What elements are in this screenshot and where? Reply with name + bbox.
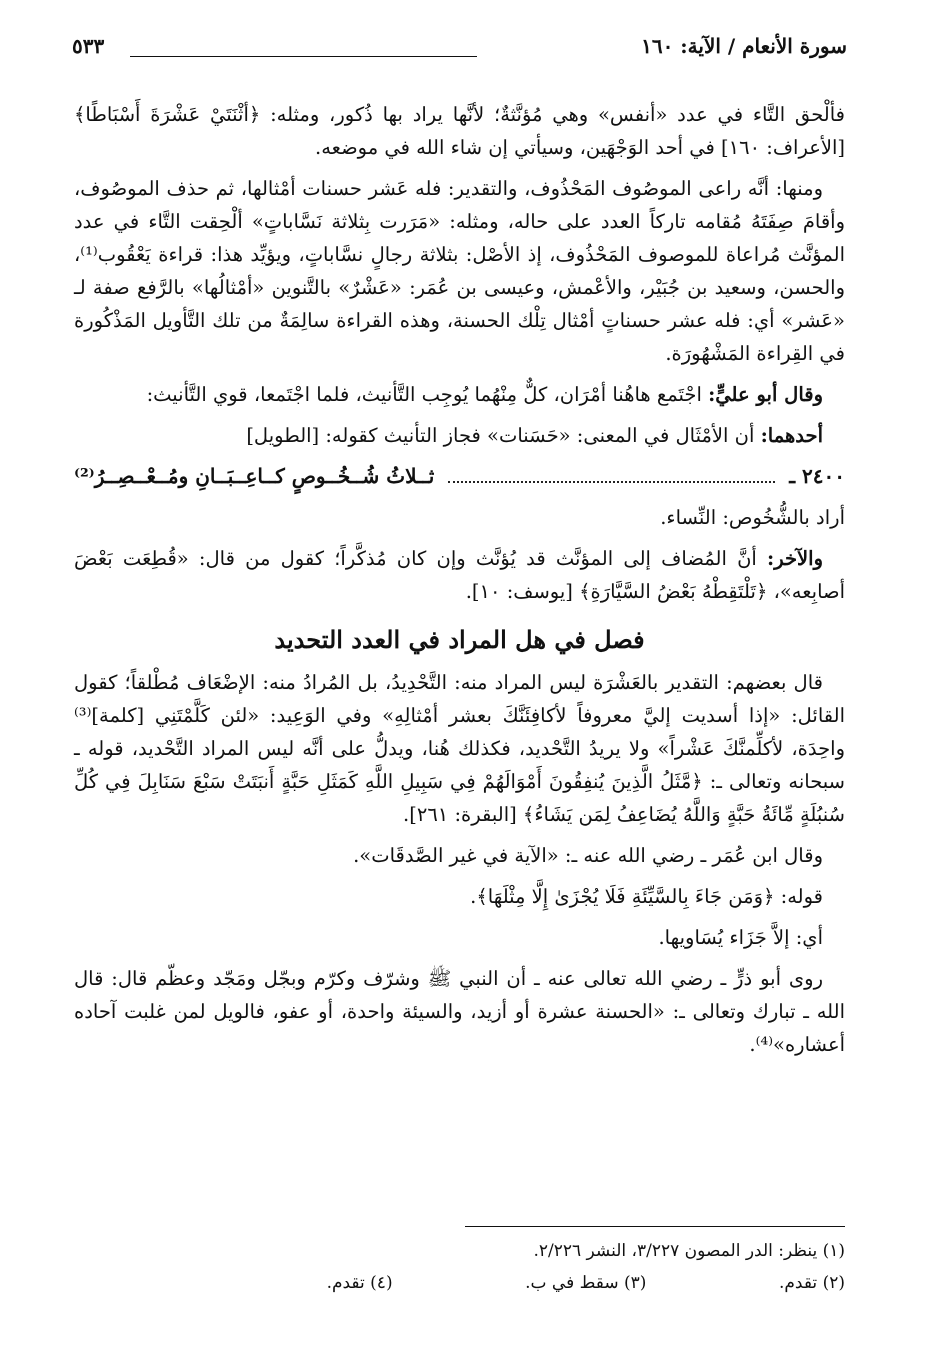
paragraph-text: اجْتَمع هاهُنا أمْرَان، كلٌّ مِنْهُما يُوجِب التَّأنيث، فلما اجْتَمعا، قوي التَّأنيث: — [146, 383, 702, 406]
paragraph — [74, 542, 845, 608]
paragraph: فألْحق التَّاء في عدد «أنفس» وهي مُؤنَّثةٌ؛ لأنَّها يراد بها ذُكور، ومثله: ﴿أثْنَتَيْ عَشْرَةَ أَسْبَاطًا﴾ [الأعراف: ١٦٠] في أحد الوَجْهَين، وسيأتي إن شاء الله في موضعه. — [74, 103, 845, 159]
paragraph-text: أنَّ المُضاف إلى المؤنَّث قد يُؤنَّث وإن كان مُذكَّراً؛ كقول من قال: «قُطِعَت بَعْضَ أصابِعه»، ﴿تَلْتَقِطْهُ بَعْضُ السَّيَّارَةِ﴾ [يوسف: ١٠]. — [74, 547, 845, 603]
footnote-row — [74, 1267, 845, 1299]
poem-dots — [448, 481, 775, 483]
poem-number: ٢٤٠٠ ـ — [789, 464, 845, 488]
footnote-4: (٤) تقدم. — [326, 1273, 393, 1293]
paragraph: أراد بالشُّخُوص: النِّساء. — [660, 506, 845, 529]
section-heading: فصل في هل المراد في العدد التحديد — [274, 625, 645, 654]
paragraph — [74, 419, 845, 452]
footnote-3: (٣) سقط في ب. — [525, 1273, 647, 1293]
paragraph-text: أن الأمْثَال في المعنى: «حَسَنات» فجاز التأنيث كقوله: [الطويل] — [246, 424, 755, 447]
poem-verse: ثــلاثُ شُــخُــوصٍ كــاعِــبَــانِ ومُــعْــصِــرُ⁽²⁾ — [74, 464, 435, 488]
header-rule — [130, 56, 477, 57]
footnotes — [74, 1226, 845, 1299]
paragraph: أي: إلاَّ جَزَاء يُسَاويها. — [658, 926, 823, 949]
page-header — [72, 34, 847, 68]
paragraph-lead: أحدهما: — [760, 424, 823, 447]
footnote-2: (٢) تقدم. — [778, 1273, 845, 1293]
paragraph-lead: وقال أبو عليٍّ: — [708, 383, 823, 406]
page-number: ٥٣٣ — [72, 34, 105, 58]
paragraph: قال بعضهم: التقدير بالعَشْرَة ليس المراد منه: التَّحْدِيدُ، بل المُرادُ منه: الإضْعَاف مُطْلقاً؛ كقول القائل: «إذا أسديت إليَّ معروفاً لأكافِئَنَّكَ بعشر أمْثالِهِ» وفي الوَعِيد: «لئن كَلَّمْتَنِي [كلمة]⁽³⁾ واحِدَة، لأكلِّمنَّكَ عَشْراً» ولا يريدُ التَّحْديد، فكذلك هُنا، ويدلُّ على أنَّه ليس المراد التَّحْديد، قوله ـ سبحانه وتعالى ـ: ﴿مَّثَلُ الَّذِينَ يُنفِقُونَ أَمْوَالَهُمْ فِي سَبِيلِ اللَّهِ كَمَثَلِ حَبَّةٍ أَنبَتَتْ سَبْعَ سَنَابِلَ فِي كُلِّ سُنبُلَةٍ مِّائَةُ حَبَّةٍ وَاللَّهُ يُضَاعِفُ لِمَن يَشَاءُ﴾ [البقرة: ٢٦١]. — [74, 671, 845, 826]
footnote-row — [74, 1235, 845, 1267]
paragraph: قوله: ﴿وَمَن جَاءَ بِالسَّيِّئَةِ فَلَا يُجْزَىٰ إِلَّا مِثْلَهَا﴾. — [470, 885, 823, 908]
footnote-separator — [465, 1226, 845, 1227]
paragraph: ومنها: أنَّه راعى الموصُوف المَحْذُوف، والتقدير: فله عَشر حسنات أمْثالها، ثم حذف الموصُوف، وأقامَ صِفَتَهُ مُقامه تاركاً العدد على حاله، ومثله: «مَرَرت بِثلاثة نَسَّاباتٍ» ألْحِقت التَّاء في عدد المؤنَّث مُراعاة للموصوف المَحْذُوف، إذ الأصْل: بثلاثة رجالٍ نسَّاباتٍ، ويؤيِّد هذا: قراءة يَعْقُوب⁽¹⁾، والحسن، وسعيد بن جُبَيْر، والأعْمش، وعيسى بن عُمَر: «عَشْرٌ» بالتَّنوين «أمْثالُها» بالرَّفع صفة لـ «عَشر» أي: فله عشر حسناتٍ أمْثال تِلْك الحسنة، وهذه القراءة سالِمَةٌ من تلك التَّأويل المَذْكُورة في القِراءة المَشْهُورَة. — [74, 177, 845, 365]
footnote-1: (١) ينظر: الدر المصون ٣/٢٢٧، النشر ٢/٢٢٦. — [533, 1241, 845, 1261]
paragraph: روى أبو ذرٍّ ـ رضي الله تعالى عنه ـ أن النبي ﷺ وشرّف وكرّم وبجّل ومَجّد وعظّم قال: قال الله ـ تبارك وتعالى ـ: «الحسنة عشرة أو أزيد، والسيئة واحدة، أو عفو، فالويل لمن غلبت آحاده أعشاره»⁽⁴⁾. — [74, 967, 845, 1056]
paragraph-lead: والآخر: — [767, 547, 823, 570]
paragraph — [74, 378, 845, 411]
paragraph: وقال ابن عُمَر ـ رضي الله عنه ـ: «الآية في غير الصَّدقَات». — [353, 844, 823, 867]
footnote-spacer — [74, 1267, 194, 1299]
main-text — [74, 98, 845, 1069]
running-title: سورة الأنعام / الآية: ١٦٠ — [641, 34, 847, 58]
poem-line — [74, 460, 845, 493]
